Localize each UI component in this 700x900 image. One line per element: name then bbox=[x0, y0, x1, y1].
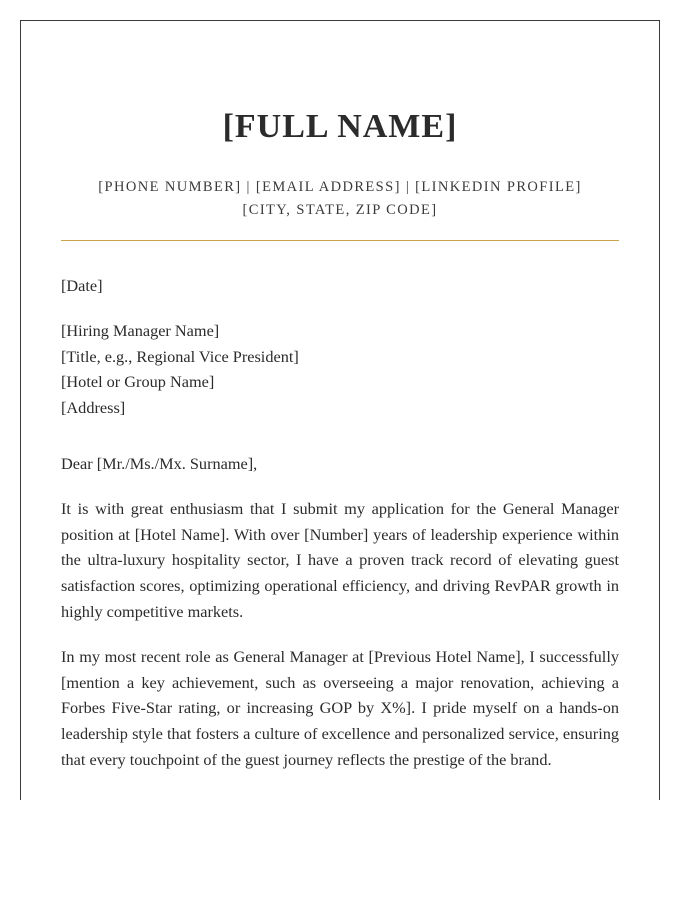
header-divider bbox=[61, 240, 619, 241]
body-paragraph-intro: It is with great enthusiasm that I submit my application for the General Manager position at [Hotel Name]. With over [Number] years of leadership experience within the ultra-luxury hospitality sector, I have a proven track record of elevating guest satisfaction scores, optimizing operational efficiency, and driving RevPAR growth in highly competitive markets. bbox=[61, 498, 619, 621]
recipient-block bbox=[61, 318, 619, 421]
contact-line-primary: [PHONE NUMBER] | [EMAIL ADDRESS] | [LINKEDIN PROFILE] bbox=[98, 179, 582, 195]
recipient-title: [Title, e.g., Regional Vice President] bbox=[61, 346, 299, 366]
salutation: Dear [Mr./Ms./Mx. Surname], bbox=[61, 453, 258, 473]
letter-body bbox=[61, 273, 619, 792]
recipient-hotel: [Hotel or Group Name] bbox=[61, 372, 215, 392]
full-name-heading: [FULL NAME] bbox=[222, 108, 458, 145]
recipient-name: [Hiring Manager Name] bbox=[61, 320, 220, 340]
body-paragraph-experience: In my most recent role as General Manager at [Previous Hotel Name], I successfully [mention a key achievement, such as overseeing a major renovation, achieving a Forbes Five-Star rating, or increasing GOP by X%]. I pride myself on a hands-on leadership style that fosters a culture of excellence and personalized service, ensuring that every touchpoint of the guest journey reflects the prestige of the brand. bbox=[61, 646, 619, 769]
letter-date: [Date] bbox=[61, 276, 103, 295]
letter-page bbox=[20, 20, 660, 800]
contact-line-location: [CITY, STATE, ZIP CODE] bbox=[242, 202, 438, 218]
contact-block bbox=[21, 176, 659, 222]
recipient-address: [Address] bbox=[61, 398, 126, 418]
